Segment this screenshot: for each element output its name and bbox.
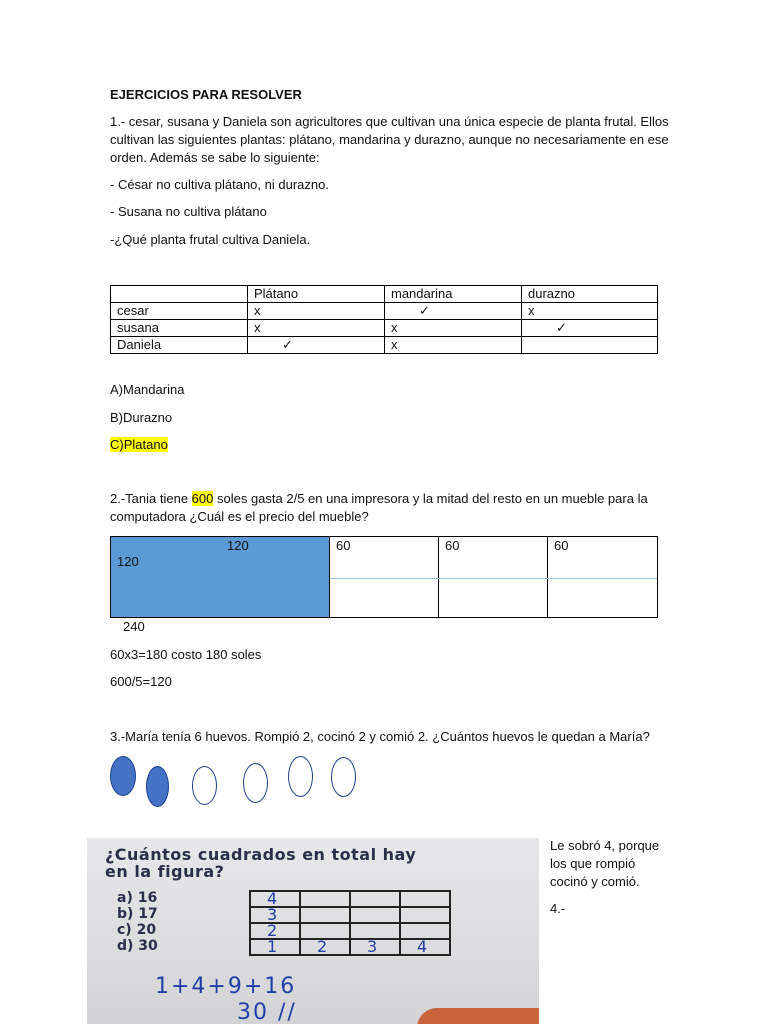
table-header-cell xyxy=(111,286,248,303)
photo-option: a) 16 xyxy=(117,890,158,906)
table-header-cell: mandarina xyxy=(385,286,522,303)
bar-segment xyxy=(438,537,548,617)
photo-option: b) 17 xyxy=(117,906,158,922)
grid-cell xyxy=(250,939,300,955)
q1-clue-2: - Susana no cultiva plátano xyxy=(110,204,267,219)
bar-label: 120 xyxy=(227,538,249,553)
check-icon: ✓ xyxy=(282,337,293,352)
grid-cell xyxy=(350,891,400,907)
q1-question: -¿Qué planta frutal cultiva Daniela. xyxy=(110,232,311,247)
table-cell: susana xyxy=(111,320,248,337)
table-cell: cesar xyxy=(111,303,248,320)
bar-label: 120 xyxy=(117,554,139,569)
q2-below-label: 240 xyxy=(123,619,145,634)
q4-label: 4.- xyxy=(550,901,566,916)
q2-bar-model xyxy=(110,536,658,618)
egg-outline-icon xyxy=(192,766,217,805)
table-row xyxy=(111,320,658,337)
grid-cell xyxy=(400,907,450,923)
grid-cell xyxy=(300,907,350,923)
table-cell: x xyxy=(385,337,522,354)
grid-cell xyxy=(300,939,350,955)
q2-line-2: 600/5=120 xyxy=(110,674,172,689)
grid-number: 2 xyxy=(267,921,278,940)
q1-option-c-highlighted: C)Platano xyxy=(110,437,168,452)
photo-question xyxy=(105,846,416,880)
q2-statement xyxy=(110,490,670,526)
bar-label: 60 xyxy=(554,538,569,553)
photo-square-grid xyxy=(249,890,451,956)
grid-row xyxy=(250,939,450,955)
grid-cell xyxy=(300,891,350,907)
grid-number: 2 xyxy=(317,937,328,956)
q1-statement: 1.- cesar, susana y Daniela son agricultores que cultivan una única especie de planta frutal. Ellos cultivan las siguientes plantas: plátano, mandarina y durazno, aunque no necesariamente en ese orden. Además se sabe lo siguiente: xyxy=(110,114,669,165)
bar-label: 60 xyxy=(445,538,460,553)
q4-photo xyxy=(87,838,539,1024)
grid-cell xyxy=(350,907,400,923)
photo-option: d) 30 xyxy=(117,938,158,954)
bar-divider-line xyxy=(330,578,657,579)
bar-segment xyxy=(547,537,657,617)
grid-number: 4 xyxy=(267,889,278,908)
handwritten-result: 30 // xyxy=(237,1000,297,1024)
bar-label: 60 xyxy=(336,538,351,553)
grid-number: 3 xyxy=(367,937,378,956)
egg-outline-icon xyxy=(331,757,356,797)
q3-statement: 3.-María tenía 6 huevos. Rompió 2, cocinó 2 y comió 2. ¿Cuántos huevos le quedan a María? xyxy=(110,729,650,744)
q3-answer-line: Le sobró 4, porque xyxy=(550,838,660,853)
table-cell: x xyxy=(385,320,522,337)
photo-options xyxy=(117,890,158,954)
grid-number: 1 xyxy=(267,937,278,956)
q1-clue-1: - César no cultiva plátano, ni durazno. xyxy=(110,177,329,192)
table-cell: x xyxy=(248,303,385,320)
table-row xyxy=(111,337,658,354)
grid-number: 3 xyxy=(267,905,278,924)
bar-segment xyxy=(111,537,221,617)
check-icon: ✓ xyxy=(556,320,567,335)
photo-option: c) 20 xyxy=(117,922,157,938)
handwritten-sum: 1+4+9+16 xyxy=(155,974,297,999)
finger-image xyxy=(417,1008,539,1024)
q2-highlighted-amount: 600 xyxy=(191,491,214,506)
grid-row xyxy=(250,891,450,907)
table-cell: x xyxy=(248,320,385,337)
table-row xyxy=(111,303,658,320)
q2-text-before: 2.-Tania tiene xyxy=(110,491,192,506)
q1-option-b: B)Durazno xyxy=(110,410,173,425)
photo-question-line: en la figura? xyxy=(105,862,225,881)
q1-logic-table xyxy=(110,285,658,354)
bar-segment xyxy=(220,537,330,617)
photo-question-line: ¿Cuántos cuadrados en total hay xyxy=(105,845,417,864)
table-cell: x xyxy=(522,303,658,320)
egg-filled-icon xyxy=(110,756,136,796)
page-title: EJERCICIOS PARA RESOLVER xyxy=(110,87,302,102)
q3-answer-line: los que rompió xyxy=(550,856,636,871)
grid-cell xyxy=(350,939,400,955)
egg-outline-icon xyxy=(288,756,313,797)
egg-outline-icon xyxy=(243,763,268,803)
q2-line-1: 60x3=180 costo 180 soles xyxy=(110,647,262,662)
bar-segment xyxy=(329,537,439,617)
grid-row xyxy=(250,907,450,923)
egg-filled-icon xyxy=(146,766,169,807)
grid-cell xyxy=(400,891,450,907)
grid-cell xyxy=(400,939,450,955)
q1-option-a: A)Mandarina xyxy=(110,382,185,397)
table-cell: Daniela xyxy=(111,337,248,354)
q3-answer-line: cocinó y comió. xyxy=(550,874,640,889)
table-cell xyxy=(248,337,385,354)
table-cell xyxy=(522,320,658,337)
table-header-cell: Plátano xyxy=(248,286,385,303)
table-header-row xyxy=(111,286,658,303)
q2-text-after: soles gasta 2/5 en una impresora y la mitad del resto en un mueble para la computadora ¿Cuál es el precio del mueble? xyxy=(110,491,648,524)
table-cell xyxy=(385,303,522,320)
table-cell xyxy=(522,337,658,354)
q3-answer xyxy=(550,837,670,891)
grid-number: 4 xyxy=(417,937,428,956)
check-icon: ✓ xyxy=(419,303,430,318)
table-header-cell: durazno xyxy=(522,286,658,303)
